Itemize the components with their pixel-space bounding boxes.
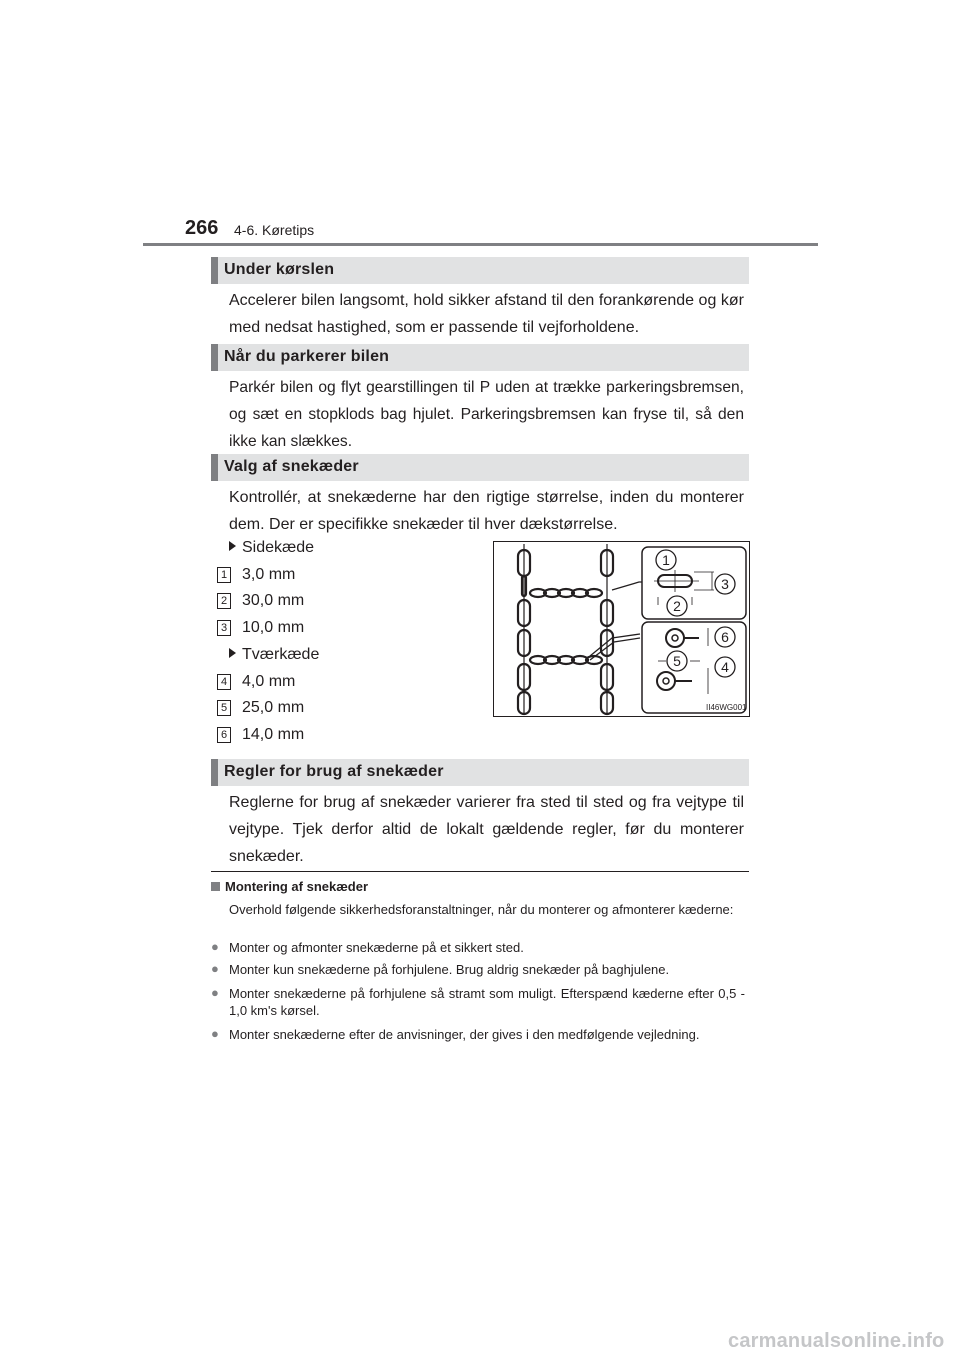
section-title-rules: Regler for brug af snekæder bbox=[224, 763, 444, 780]
square-bullet-icon bbox=[211, 882, 220, 891]
section-heading-rules bbox=[211, 759, 749, 786]
header-divider bbox=[143, 243, 818, 246]
spec-value: 14,0 mm bbox=[242, 726, 305, 743]
note-item-2: Monter kun snekæderne på forhjulene. Brug aldrig snekæder på baghjulene. bbox=[229, 962, 670, 977]
spec-item-2 bbox=[217, 592, 304, 610]
side-chain-heading bbox=[229, 539, 314, 557]
cross-chain-heading bbox=[229, 646, 319, 664]
spec-item-4 bbox=[217, 673, 295, 691]
rules-paragraph: Reglerne for brug af snekæder varierer fra sted til sted og fra vejtype til vejtype. Tjek derfor altid de lokalt gældende regler, før du monterer snekæder. bbox=[229, 794, 744, 865]
section-title-chains: Valg af snekæder bbox=[224, 458, 359, 475]
notes-divider bbox=[211, 871, 749, 872]
callout-label-2: 2 bbox=[673, 598, 681, 614]
spec-item-1 bbox=[217, 566, 295, 584]
spec-value: 10,0 mm bbox=[242, 619, 305, 636]
section-heading-driving bbox=[211, 257, 749, 284]
spec-value: 30,0 mm bbox=[242, 592, 305, 609]
spec-item-6 bbox=[217, 726, 304, 744]
section-title-parking: Når du parkerer bilen bbox=[224, 348, 390, 365]
callout-label-4: 4 bbox=[721, 659, 729, 675]
section-heading-chains bbox=[211, 454, 749, 481]
figure-code: II46WG001 bbox=[706, 703, 747, 712]
circle-bullet-icon: ● bbox=[211, 985, 219, 1000]
number-box: 3 bbox=[217, 620, 231, 636]
side-chain-label: Sidekæde bbox=[242, 539, 315, 556]
spec-value: 3,0 mm bbox=[242, 566, 296, 583]
section-heading-parking bbox=[211, 344, 749, 371]
circle-bullet-icon: ● bbox=[211, 1026, 219, 1041]
circle-bullet-icon: ● bbox=[211, 961, 219, 976]
triangle-bullet-icon bbox=[229, 648, 236, 658]
spec-item-3 bbox=[217, 619, 304, 637]
note-item-1: Monter og afmonter snekæderne på et sikkert sted. bbox=[229, 940, 524, 955]
chains-paragraph: Kontrollér, at snekæderne har den rigtige størrelse, inden du monterer dem. Der er specifikke snekæder til hver dækstørrelse. bbox=[229, 489, 744, 533]
snow-chain-figure bbox=[493, 541, 750, 717]
spec-value: 25,0 mm bbox=[242, 699, 305, 716]
watermark: carmanualsonline.info bbox=[728, 1330, 945, 1352]
section-breadcrumb: 4-6. Køretips bbox=[234, 222, 315, 238]
note-item-3: Monter snekæderne på forhjulene så stramt som muligt. Efterspænd kæderne efter 0,5 - 1,0 km's kørsel. bbox=[229, 986, 745, 1018]
callout-label-6: 6 bbox=[721, 629, 729, 645]
notes-heading bbox=[211, 879, 368, 894]
number-box: 1 bbox=[217, 567, 231, 583]
page-number: 266 bbox=[185, 217, 219, 239]
notes-intro: Overhold følgende sikkerhedsforanstaltninger, når du monterer og afmonterer kæderne: bbox=[229, 902, 734, 917]
number-box: 4 bbox=[217, 674, 231, 690]
section-title-driving: Under kørslen bbox=[224, 261, 335, 278]
number-box: 6 bbox=[217, 727, 231, 743]
driving-paragraph: Accelerer bilen langsomt, hold sikker afstand til den forankørende og kør med nedsat hastighed, som er passende til vejforholdene. bbox=[229, 292, 744, 336]
triangle-bullet-icon bbox=[229, 541, 236, 551]
spec-value: 4,0 mm bbox=[242, 673, 296, 690]
spec-item-5 bbox=[217, 699, 304, 717]
note-item-4: Monter snekæderne efter de anvisninger, der gives i den medfølgende vejledning. bbox=[229, 1027, 700, 1042]
parking-paragraph: Parkér bilen og flyt gearstillingen til P uden at trække parkeringsbremsen, og sæt en stopklods bag hjulet. Parkeringsbremsen kan fryse til, så den ikke kan slækkes. bbox=[229, 379, 744, 450]
cross-chain-label: Tværkæde bbox=[242, 646, 320, 663]
snow-chain-illustration bbox=[494, 542, 749, 716]
number-box: 2 bbox=[217, 593, 231, 609]
callout-label-5: 5 bbox=[673, 653, 681, 669]
callout-label-3: 3 bbox=[721, 576, 729, 592]
circle-bullet-icon: ● bbox=[211, 939, 219, 954]
callout-label-1: 1 bbox=[662, 552, 670, 568]
number-box: 5 bbox=[217, 700, 231, 716]
notes-title: Montering af snekæder bbox=[225, 879, 369, 894]
